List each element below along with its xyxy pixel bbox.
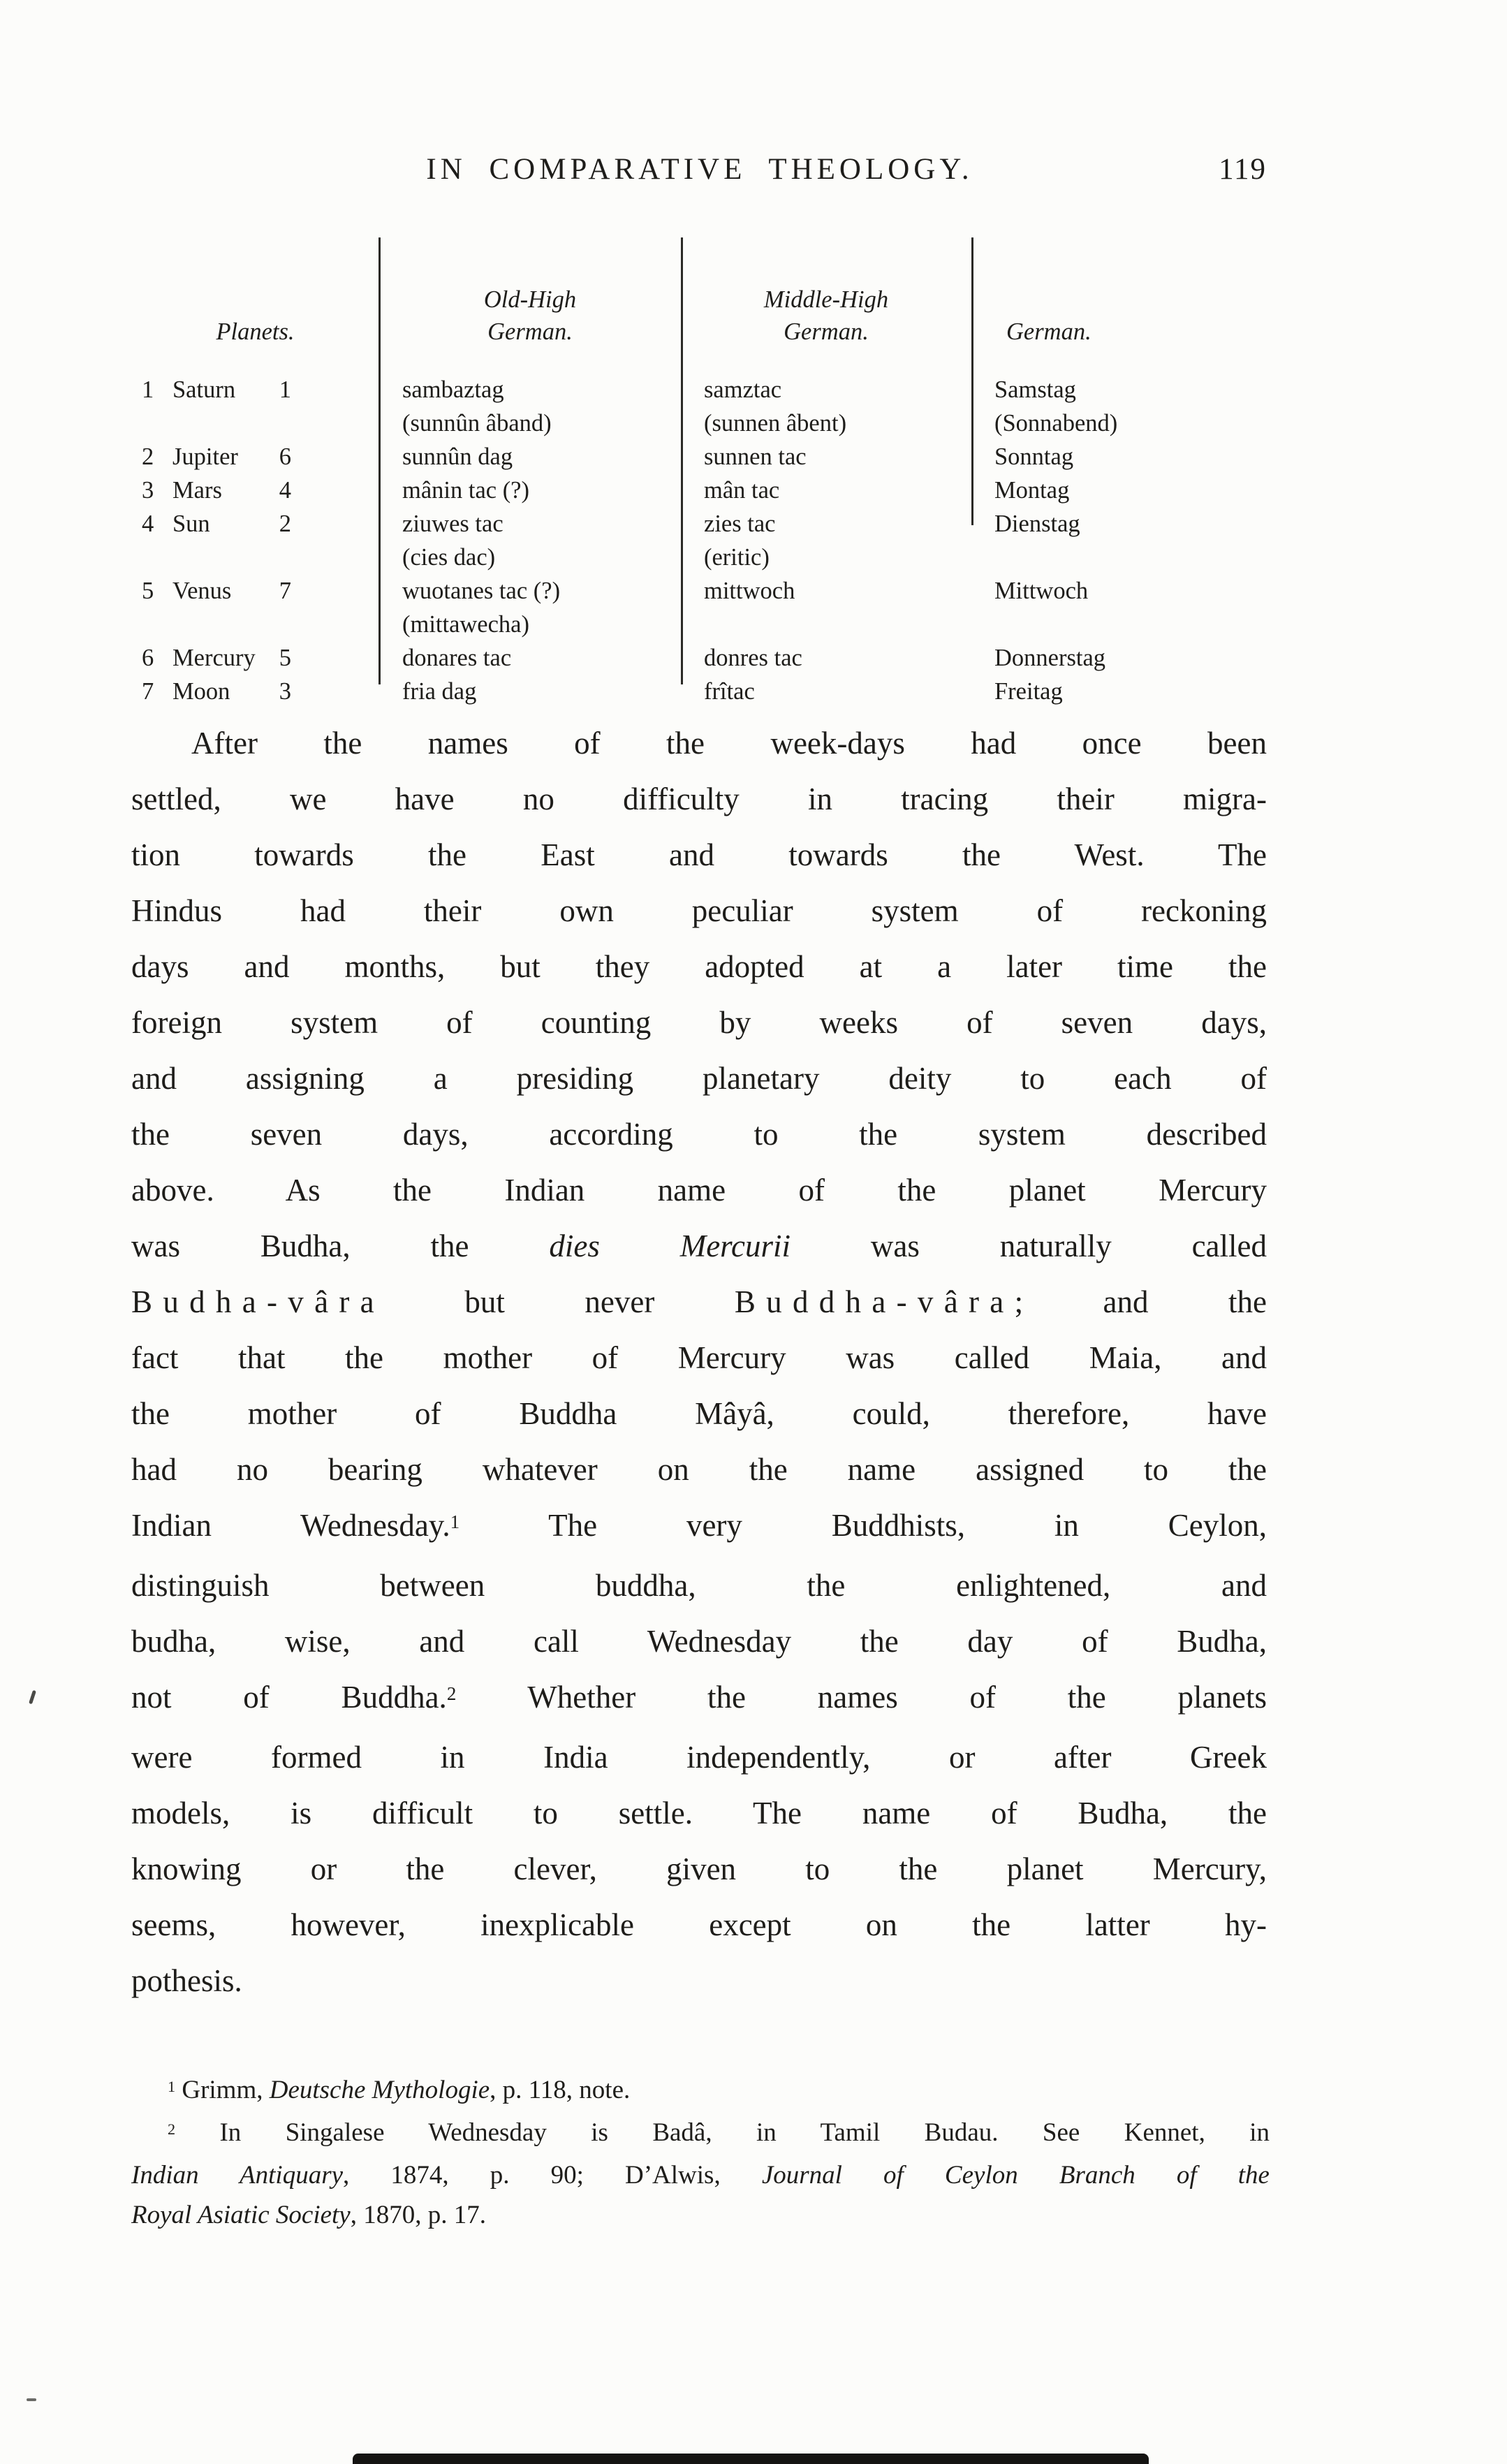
cell-line: samztac bbox=[704, 376, 782, 403]
cell-line: (Sonnabend) bbox=[994, 410, 1118, 437]
body-line bbox=[131, 1613, 1267, 1669]
german-cell bbox=[971, 373, 1270, 440]
cell-line: sunnen tac bbox=[704, 443, 807, 470]
cell-line: donres tac bbox=[704, 645, 802, 671]
planet-name: Venus bbox=[172, 578, 232, 604]
text-run: settled, we have no difficulty in tracing their migra- bbox=[131, 782, 1267, 816]
text-run: the seven days, according to the system described bbox=[131, 1117, 1267, 1152]
body-line bbox=[131, 1841, 1267, 1897]
planet-weekday-number: 2 bbox=[279, 511, 291, 537]
text-run: , p. 118, note. bbox=[490, 2076, 631, 2104]
planet-weekday-number: 5 bbox=[279, 645, 291, 671]
german-cell bbox=[971, 641, 1270, 675]
body-line bbox=[131, 1218, 1267, 1274]
body-line bbox=[131, 1162, 1267, 1218]
body-line bbox=[131, 1497, 1267, 1557]
planet-weekday-number: 3 bbox=[279, 678, 291, 705]
text-run: the mother of Buddha Mâyâ, could, therefore, have bbox=[131, 1396, 1267, 1431]
planet-name: Sun bbox=[172, 511, 210, 537]
text-run: and assigning a presiding planetary deity to each of bbox=[131, 1061, 1267, 1096]
middle-high-german-cell bbox=[681, 373, 971, 440]
table-vertical-rule-3 bbox=[971, 237, 973, 525]
planet-name: Moon bbox=[172, 678, 230, 705]
text-run: pothesis. bbox=[131, 1963, 242, 1998]
cell-line: Dienstag bbox=[994, 511, 1080, 537]
old-high-german-cell bbox=[379, 474, 681, 507]
body-line bbox=[131, 1557, 1267, 1613]
text-run: not of Buddha. bbox=[131, 1680, 447, 1715]
text-run: seems, however, inexplicable except on the latter hy- bbox=[131, 1907, 1267, 1942]
table-vertical-rule-2 bbox=[681, 237, 683, 684]
old-high-german-cell bbox=[379, 675, 681, 708]
body-line bbox=[131, 1897, 1267, 1953]
text-run: Journal of Ceylon Branch of the bbox=[761, 2161, 1270, 2190]
text-run: budha, wise, and call Wednesday the day of Budha, bbox=[131, 1624, 1267, 1659]
old-high-german-cell bbox=[379, 641, 681, 675]
text-run: , 1870, p. 17. bbox=[350, 2201, 486, 2229]
german-cell bbox=[971, 440, 1270, 474]
planet-weekday-number: 7 bbox=[279, 578, 291, 604]
text-run: tion towards the East and towards the West. The bbox=[131, 837, 1267, 872]
planet-name: Mars bbox=[172, 477, 222, 504]
text-run: was naturally called bbox=[791, 1229, 1267, 1263]
text-run: foreign system of counting by weeks of seven days, bbox=[131, 1005, 1267, 1040]
table-header-line: German. bbox=[784, 318, 869, 345]
planet-order-number: 1 bbox=[142, 376, 154, 403]
old-high-german-cell bbox=[379, 507, 681, 574]
middle-high-german-cell bbox=[681, 641, 971, 675]
text-run: was Budha, the bbox=[131, 1229, 550, 1263]
body-line bbox=[131, 715, 1267, 771]
footnote-reference: 2 bbox=[168, 2120, 176, 2138]
cell-line: Donnerstag bbox=[994, 645, 1106, 671]
running-head bbox=[131, 152, 1268, 194]
body-line bbox=[131, 995, 1267, 1050]
cell-line: sambaztag bbox=[402, 376, 504, 403]
table-header-old-high-german bbox=[379, 235, 681, 373]
body-line bbox=[131, 1442, 1267, 1497]
text-run: distinguish between buddha, the enlightened, and bbox=[131, 1568, 1267, 1603]
planet-cell bbox=[131, 373, 379, 440]
old-high-german-cell bbox=[379, 440, 681, 474]
text-run: were formed in India independently, or after Greek bbox=[131, 1740, 1267, 1775]
body-paragraph bbox=[131, 715, 1267, 2009]
table-header-line: German. bbox=[487, 318, 573, 345]
body-line bbox=[131, 827, 1267, 883]
cell-line: sunnûn dag bbox=[402, 443, 513, 470]
cell-line: mittwoch bbox=[704, 578, 795, 604]
scan-artifact-speck bbox=[27, 2398, 36, 2401]
body-line bbox=[131, 771, 1267, 827]
table-header-line: German. bbox=[1006, 318, 1091, 345]
footnote-reference: 1 bbox=[168, 2077, 176, 2095]
text-run: Indian Wednesday. bbox=[131, 1508, 450, 1543]
table-header-german bbox=[971, 235, 1270, 373]
body-line bbox=[131, 1386, 1267, 1442]
text-run: In Singalese Wednesday is Badâ, in Tamil Budau. See Kennet, in bbox=[175, 2118, 1270, 2147]
middle-high-german-cell bbox=[681, 440, 971, 474]
planet-weekday-number: 4 bbox=[279, 477, 291, 504]
planet-order-number: 6 bbox=[142, 645, 154, 671]
scan-artifact-bar bbox=[353, 2454, 1149, 2464]
body-line bbox=[131, 1785, 1267, 1841]
footnote-line bbox=[131, 2070, 1270, 2113]
text-run: but never bbox=[384, 1284, 735, 1319]
table-header-middle-high-german bbox=[681, 235, 971, 373]
cell-line: Samstag bbox=[994, 376, 1076, 403]
cell-line: mânin tac (?) bbox=[402, 477, 529, 504]
text-run: Grimm, bbox=[175, 2076, 270, 2104]
footnotes bbox=[131, 2070, 1270, 2235]
footnote-line bbox=[131, 2195, 1270, 2235]
cell-line: frîtac bbox=[704, 678, 755, 705]
weekday-names-table bbox=[131, 235, 1270, 705]
cell-line: fria dag bbox=[402, 678, 477, 705]
cell-line: wuotanes tac (?) bbox=[402, 578, 561, 604]
cell-line: (cies dac) bbox=[402, 544, 496, 571]
german-cell bbox=[971, 675, 1270, 708]
body-line bbox=[131, 1330, 1267, 1386]
text-run: Buddha-vâra bbox=[734, 1284, 1015, 1319]
page-number: 119 bbox=[1219, 153, 1267, 186]
body-line bbox=[131, 1274, 1267, 1330]
body-line bbox=[131, 939, 1267, 995]
old-high-german-cell bbox=[379, 574, 681, 641]
text-run: above. As the Indian name of the planet Mercury bbox=[131, 1173, 1267, 1208]
table-header-line: Middle-High bbox=[763, 286, 889, 313]
german-cell bbox=[971, 474, 1270, 507]
text-run: dies Mercurii bbox=[549, 1229, 791, 1263]
planet-order-number: 5 bbox=[142, 578, 154, 604]
table-header-line: Old-High bbox=[483, 286, 577, 313]
cell-line: (mittawecha) bbox=[402, 611, 529, 638]
text-run: , 1874, p. 90; D’Alwis, bbox=[343, 2161, 762, 2190]
body-line bbox=[131, 1669, 1267, 1729]
text-run: Whether the names of the planets bbox=[456, 1680, 1267, 1715]
body-line bbox=[131, 883, 1267, 939]
planet-cell bbox=[131, 675, 379, 708]
middle-high-german-cell bbox=[681, 675, 971, 708]
body-line bbox=[131, 1050, 1267, 1106]
table-vertical-rule-1 bbox=[378, 237, 381, 684]
cell-line: ziuwes tac bbox=[402, 511, 503, 537]
text-run: Indian Antiquary bbox=[131, 2161, 344, 2190]
planet-name: Mercury bbox=[172, 645, 256, 671]
text-run: models, is difficult to settle. The name of Budha, the bbox=[131, 1796, 1267, 1831]
planet-order-number: 7 bbox=[142, 678, 154, 705]
body-line bbox=[131, 1106, 1267, 1162]
cell-line: (sunnûn âband) bbox=[402, 410, 552, 437]
planet-cell bbox=[131, 641, 379, 675]
planet-weekday-number: 1 bbox=[279, 376, 291, 403]
planet-cell bbox=[131, 440, 379, 474]
table-header-line: Planets. bbox=[216, 318, 295, 345]
body-line bbox=[131, 1953, 1267, 2009]
footnote-reference: 2 bbox=[446, 1682, 457, 1704]
text-run: knowing or the clever, given to the planet Mercury, bbox=[131, 1851, 1267, 1886]
page-title: IN COMPARATIVE THEOLOGY. bbox=[426, 153, 973, 186]
table-grid bbox=[131, 235, 1270, 708]
cell-line: Mittwoch bbox=[994, 578, 1089, 604]
old-high-german-cell bbox=[379, 373, 681, 440]
german-cell bbox=[971, 574, 1270, 641]
cell-line: donares tac bbox=[402, 645, 512, 671]
cell-line: mân tac bbox=[704, 477, 780, 504]
middle-high-german-cell bbox=[681, 574, 971, 641]
planet-name: Jupiter bbox=[172, 443, 238, 470]
text-run: After the names of the week-days had once been bbox=[191, 726, 1267, 761]
cell-line: Montag bbox=[994, 477, 1070, 504]
text-run: fact that the mother of Mercury was called Maia, and bbox=[131, 1340, 1267, 1375]
text-run: Royal Asiatic Society bbox=[131, 2201, 351, 2229]
planet-cell bbox=[131, 574, 379, 641]
german-cell bbox=[971, 507, 1270, 574]
planet-weekday-number: 6 bbox=[279, 443, 291, 470]
scan-artifact-speck bbox=[29, 1690, 36, 1705]
text-run: Deutsche Mythologie bbox=[269, 2076, 490, 2104]
text-run: days and months, but they adopted at a later time the bbox=[131, 949, 1267, 984]
footnote-reference: 1 bbox=[450, 1511, 460, 1532]
text-run: had no bearing whatever on the name assigned to the bbox=[131, 1452, 1267, 1487]
cell-line: (eritic) bbox=[704, 544, 770, 571]
planet-order-number: 4 bbox=[142, 511, 154, 537]
text-run: Budha-vâra bbox=[131, 1284, 385, 1319]
planet-name: Saturn bbox=[172, 376, 236, 403]
cell-line: Freitag bbox=[994, 678, 1063, 705]
footnote-line bbox=[131, 2113, 1270, 2155]
middle-high-german-cell bbox=[681, 507, 971, 574]
text-run: Hindus had their own peculiar system of reckoning bbox=[131, 893, 1267, 928]
body-line bbox=[131, 1729, 1267, 1785]
text-run: ; and the bbox=[1014, 1284, 1267, 1319]
middle-high-german-cell bbox=[681, 474, 971, 507]
planet-order-number: 2 bbox=[142, 443, 154, 470]
cell-line: Sonntag bbox=[994, 443, 1074, 470]
cell-line: zies tac bbox=[704, 511, 776, 537]
planet-cell bbox=[131, 474, 379, 507]
footnote-line bbox=[131, 2155, 1270, 2195]
text-run: The very Buddhists, in Ceylon, bbox=[460, 1508, 1267, 1543]
cell-line: (sunnen âbent) bbox=[704, 410, 847, 437]
planet-cell bbox=[131, 507, 379, 574]
table-header-planets bbox=[131, 235, 379, 373]
planet-order-number: 3 bbox=[142, 477, 154, 504]
